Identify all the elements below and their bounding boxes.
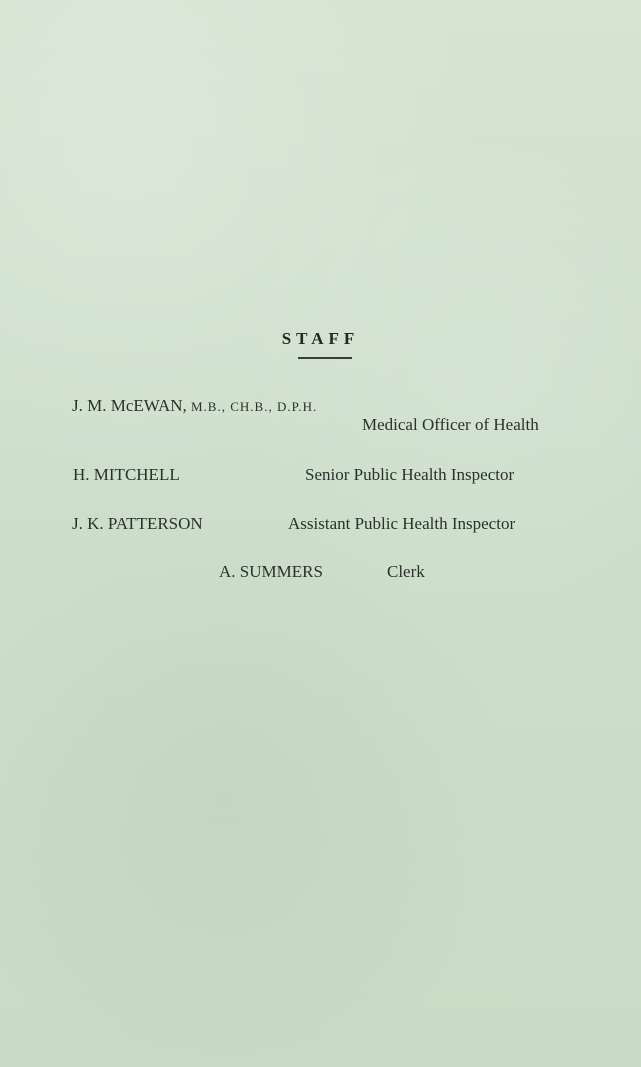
staff-name: J. K. PATTERSON bbox=[72, 514, 203, 533]
title-rule bbox=[298, 357, 352, 359]
staff-name: J. M. McEWAN, bbox=[72, 396, 187, 415]
staff-role: Assistant Public Health Inspector bbox=[288, 514, 516, 533]
staff-role: Senior Public Health Inspector bbox=[305, 465, 515, 484]
staff-name: H. MITCHELL bbox=[73, 465, 180, 484]
staff-role: Medical Officer of Health bbox=[362, 415, 539, 434]
staff-qualifications: M.B., CH.B., D.P.H. bbox=[191, 399, 318, 414]
staff-role: Clerk bbox=[387, 562, 425, 581]
staff-entry-1-name-line bbox=[72, 396, 317, 416]
page-title: STAFF bbox=[281, 329, 360, 348]
staff-name: A. SUMMERS bbox=[219, 562, 323, 581]
